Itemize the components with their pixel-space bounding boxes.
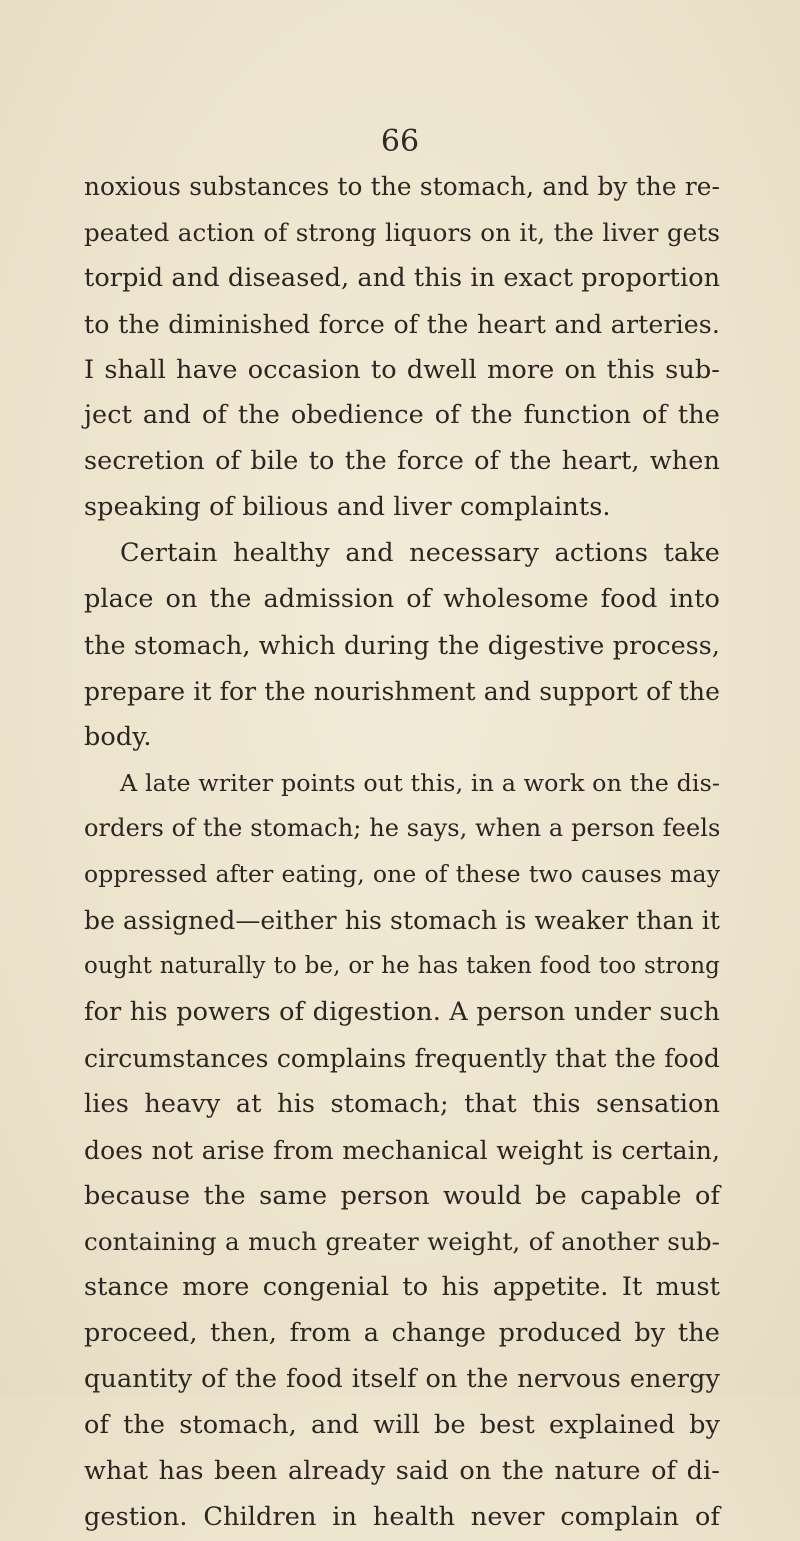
text-line: for his powers of digestion. A person under such (84, 997, 720, 1028)
text-line: orders of the stomach; he says, when a person feels (84, 814, 721, 843)
text-line: be assigned—either his stomach is weaker than it (84, 906, 720, 936)
text-line: quantity of the food itself on the nervous energy (84, 1364, 720, 1395)
text-line: because the same person would be capable of (84, 1180, 720, 1211)
text-line: containing a much greater weight, of another sub- (84, 1227, 720, 1257)
text-line: torpid and diseased, and this in exact proportion (84, 262, 721, 293)
text-line: gestion. Children in health never complain of (84, 1501, 720, 1532)
text-line: stance more congenial to his appetite. It must (84, 1272, 720, 1303)
body-text (84, 164, 720, 1541)
text-line: what has been already said on the nature of di- (84, 1455, 720, 1486)
text-line: noxious substances to the stomach, and by the re- (84, 172, 720, 201)
text-line: Certain healthy and necessary actions take (120, 538, 720, 569)
text-line: secretion of bile to the force of the heart, when (84, 446, 720, 477)
text-line: to the diminished force of the heart and arteries. (84, 309, 720, 339)
text-line: prepare it for the nourishment and support of the (84, 676, 720, 706)
text-line: does not arise from mechanical weight is certain, (84, 1135, 720, 1165)
text-line: peated action of strong liquors on it, the liver gets (84, 217, 720, 247)
page-number: 66 (380, 124, 420, 159)
text-line: I shall have occasion to dwell more on this sub- (84, 354, 720, 385)
text-line: A late writer points out this, in a work on the dis- (120, 768, 720, 797)
text-line: lies heavy at his stomach; that this sensation (84, 1088, 720, 1119)
text-line: ject and of the obedience of the function of the (84, 400, 720, 431)
text-line: body. (84, 721, 152, 752)
text-line: proceed, then, from a change produced by the (84, 1318, 720, 1349)
text-line: circumstances complains frequently that the food (84, 1043, 720, 1073)
text-line: place on the admission of wholesome food into (84, 584, 720, 615)
text-line: ought naturally to be, or he has taken food too strong (84, 953, 720, 980)
text-line: of the stomach, and will be best explained by (84, 1410, 720, 1441)
text-line: speaking of bilious and liver complaints. (84, 492, 611, 523)
text-line: the stomach, which during the digestive process, (84, 630, 720, 660)
text-line: oppressed after eating, one of these two causes may (84, 860, 720, 889)
